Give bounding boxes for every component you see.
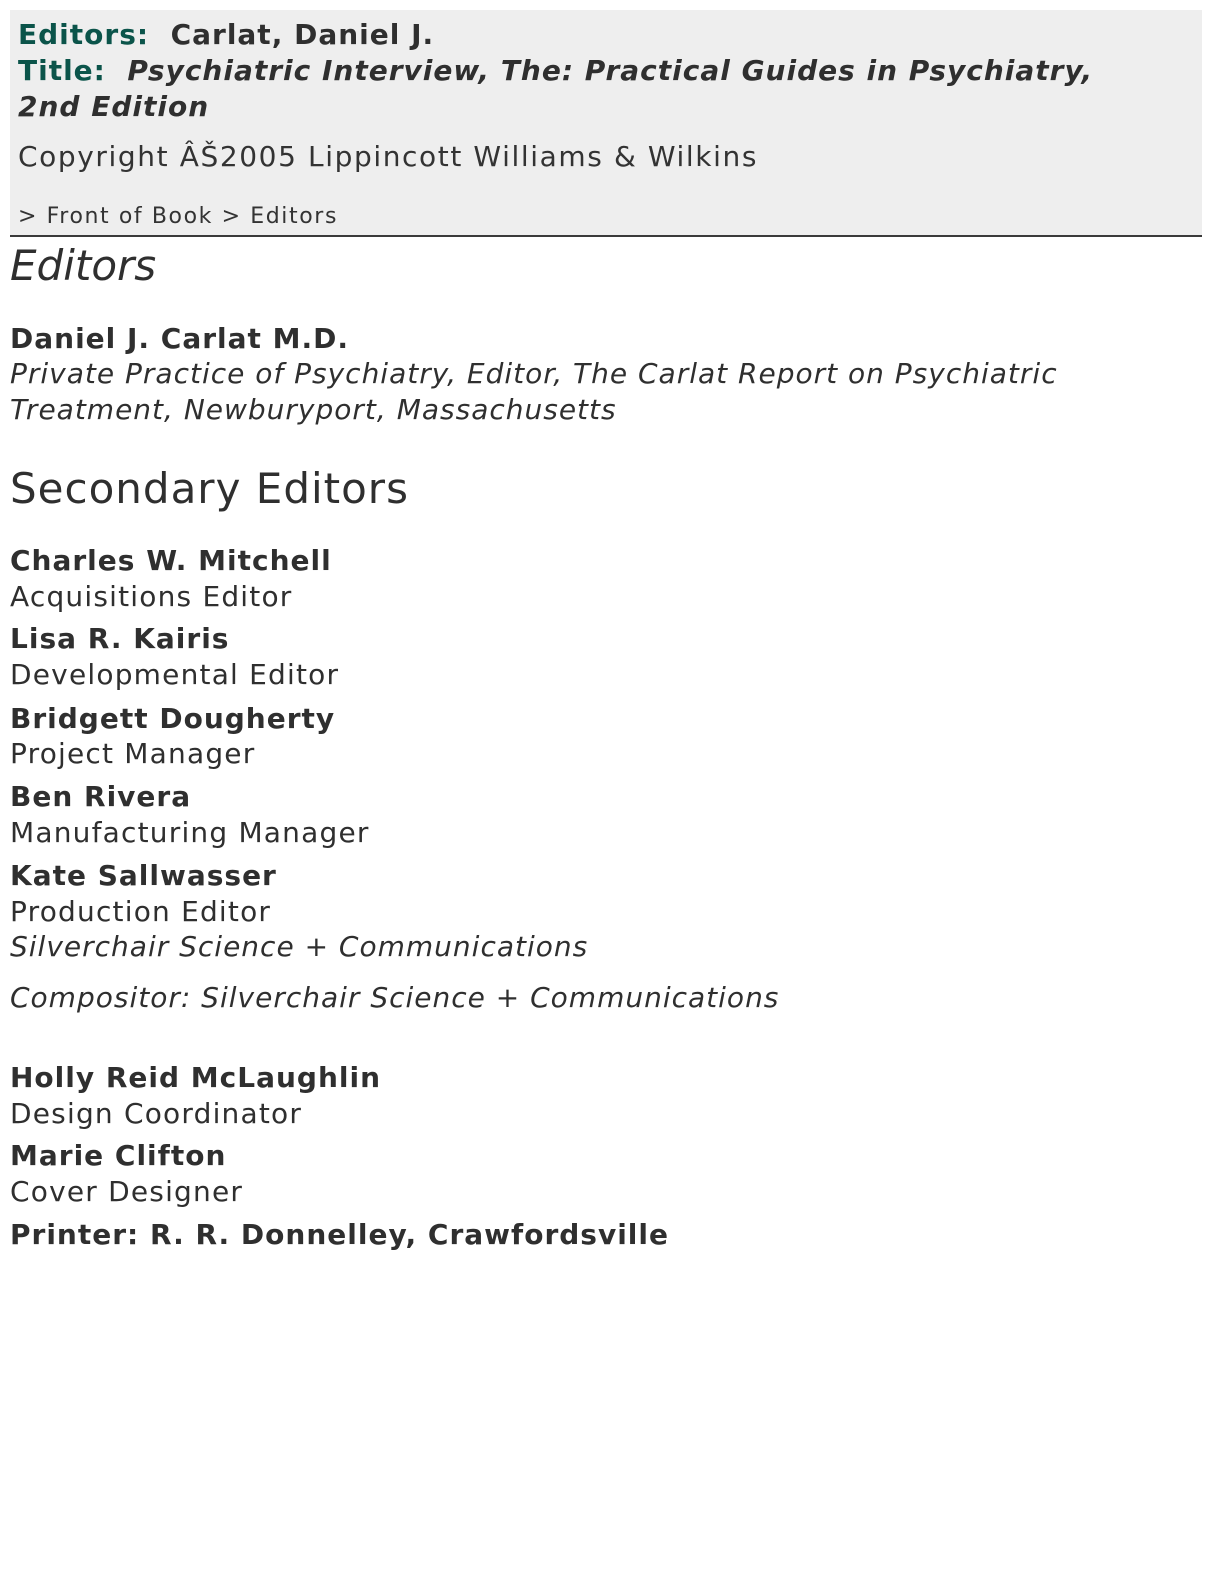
book-header xyxy=(10,10,1202,237)
breadcrumb-editors[interactable]: > Editors xyxy=(221,204,339,229)
copyright: Copyright ÂŠ2005 Lippincott Williams & Wilkins xyxy=(18,140,759,173)
editor-name: Kate Sallwasser xyxy=(10,859,277,892)
printer-line: Printer: R. R. Donnelley, Crawfordsville xyxy=(10,1218,669,1251)
page-title: Editors xyxy=(10,241,157,290)
compositor-line: Compositor: Silverchair Science + Communications xyxy=(10,981,780,1014)
breadcrumb-front-of-book[interactable]: > Front of Book xyxy=(18,204,214,229)
title-value: Psychiatric Interview, The: Practical Guides in Psychiatry, xyxy=(127,54,1094,87)
title-value-cont: 2nd Edition xyxy=(18,90,210,123)
editor-company: Silverchair Science + Communications xyxy=(10,930,589,963)
editor-role: Acquisitions Editor xyxy=(10,580,293,613)
editor-role: Design Coordinator xyxy=(10,1097,303,1130)
primary-editor-affiliation-cont: Treatment, Newburyport, Massachusetts xyxy=(10,393,617,426)
editor-role: Developmental Editor xyxy=(10,658,340,691)
title-label: Title: xyxy=(18,54,106,87)
editor-role: Cover Designer xyxy=(10,1175,244,1208)
editors-label: Editors: xyxy=(18,18,150,51)
editor-name: Lisa R. Kairis xyxy=(10,622,230,655)
editor-name: Holly Reid McLaughlin xyxy=(10,1061,382,1094)
editors-value: Carlat, Daniel J. xyxy=(170,18,435,51)
primary-editor-affiliation: Private Practice of Psychiatry, Editor, The Carlat Report on Psychiatric xyxy=(10,357,1058,390)
editor-name: Charles W. Mitchell xyxy=(10,544,332,577)
editor-role: Production Editor xyxy=(10,895,272,928)
editors-line xyxy=(18,18,434,51)
editor-name: Marie Clifton xyxy=(10,1139,227,1172)
title-line-2 xyxy=(18,90,209,123)
primary-editor-name: Daniel J. Carlat M.D. xyxy=(10,322,350,355)
secondary-editors-heading: Secondary Editors xyxy=(10,464,409,513)
editor-name: Ben Rivera xyxy=(10,780,192,813)
breadcrumb xyxy=(18,204,338,229)
title-line xyxy=(18,54,1093,87)
editor-name: Bridgett Dougherty xyxy=(10,702,336,735)
editor-role: Manufacturing Manager xyxy=(10,816,370,849)
editor-role: Project Manager xyxy=(10,737,256,770)
